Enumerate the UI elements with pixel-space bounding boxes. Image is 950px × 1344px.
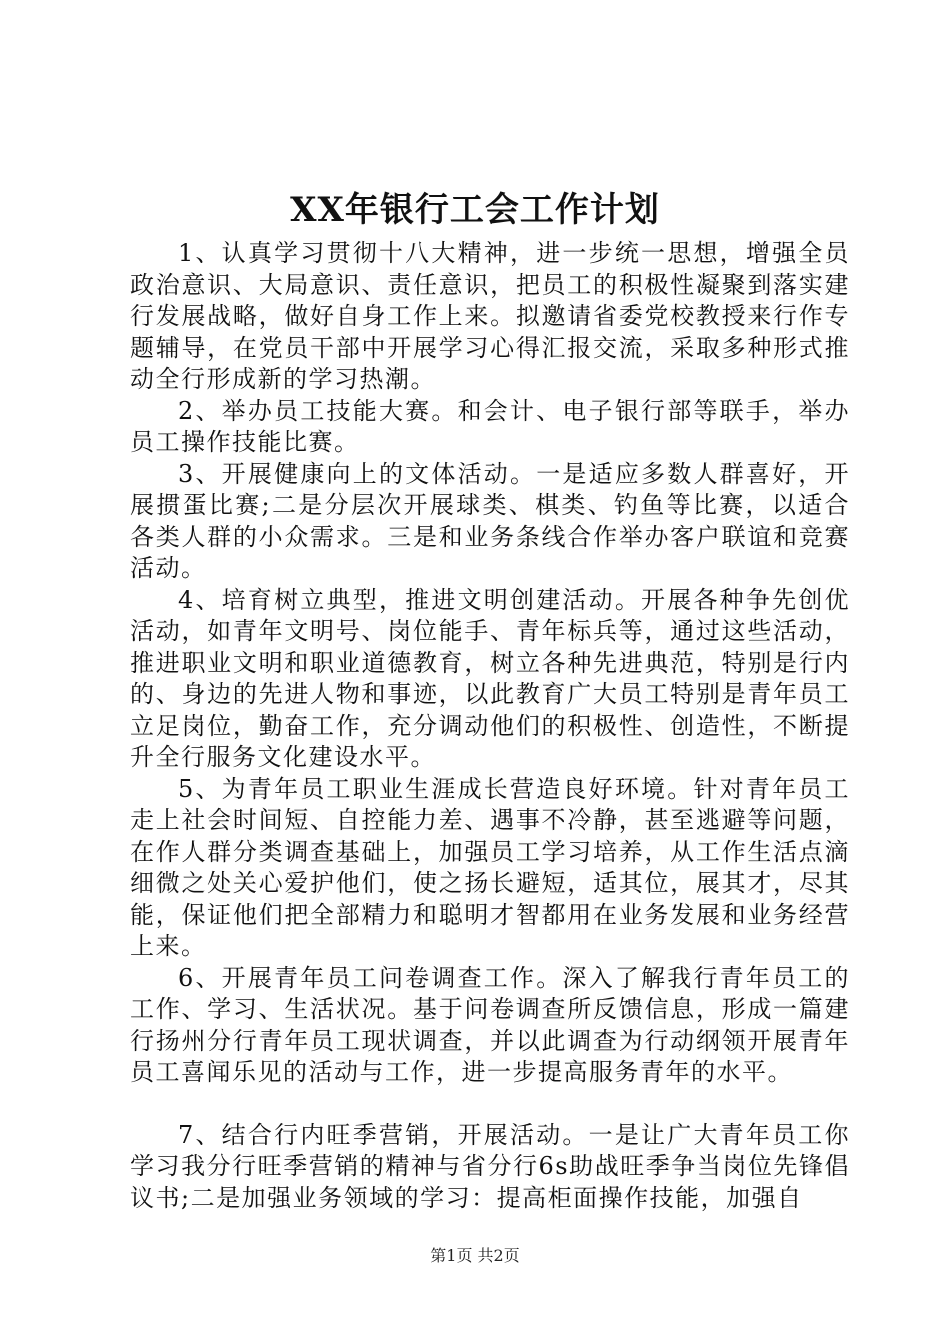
paragraph-5: 5、为青年员工职业生涯成长营造良好环境。针对青年员工走上社会时间短、自控能力差、遇事不冷静，甚至逃避等问题，在作人群分类调查基础上，加强员工学习培养，从工作生活点滴细微之处关心爱护他们，使之扬长避短，适其位，展其才，尽其能，保证他们把全部精力和聪明才智都用在业务发展和业务经营上来。 bbox=[130, 774, 850, 960]
paragraph-3: 3、开展健康向上的文体活动。一是适应多数人群喜好，开展掼蛋比赛;二是分层次开展球类、棋类、钓鱼等比赛，以适合各类人群的小众需求。三是和业务条线合作举办客户联谊和竞赛活动。 bbox=[130, 459, 850, 582]
paragraph-1: 1、认真学习贯彻十八大精神，进一步统一思想，增强全员政治意识、大局意识、责任意识，把员工的积极性凝聚到落实建行发展战略，做好自身工作上来。拟邀请省委党校教授来行作专题辅导，在党员干部中开展学习心得汇报交流，采取多种形式推动全行形成新的学习热潮。 bbox=[130, 239, 850, 393]
document-body bbox=[130, 238, 850, 1214]
paragraph-2: 2、举办员工技能大赛。和会计、电子银行部等联手，举办员工操作技能比赛。 bbox=[130, 396, 850, 456]
paragraph-6: 6、开展青年员工问卷调查工作。深入了解我行青年员工的工作、学习、生活状况。基于问卷调查所反馈信息，形成一篇建行扬州分行青年员工现状调查，并以此调查为行动纲领开展青年员工喜闻乐见的活动与工作，进一步提高服务青年的水平。 bbox=[130, 963, 850, 1086]
paragraph-7: 7、结合行内旺季营销，开展活动。一是让广大青年员工你学习我分行旺季营销的精神与省分行6s助战旺季争当岗位先锋倡议书;二是加强业务领域的学习：提高柜面操作技能，加强自 bbox=[130, 1120, 850, 1212]
document-title: XX年银行工会工作计划 bbox=[290, 190, 660, 230]
page-footer: 第1页 共2页 bbox=[430, 1246, 520, 1265]
paragraph-4: 4、培育树立典型，推进文明创建活动。开展各种争先创优活动，如青年文明号、岗位能手、青年标兵等，通过这些活动，推进职业文明和职业道德教育，树立各种先进典范，特别是行内的、身边的先进人物和事迹，以此教育广大员工特别是青年员工立足岗位，勤奋工作，充分调动他们的积极性、创造性，不断提升全行服务文化建设水平。 bbox=[130, 585, 850, 771]
